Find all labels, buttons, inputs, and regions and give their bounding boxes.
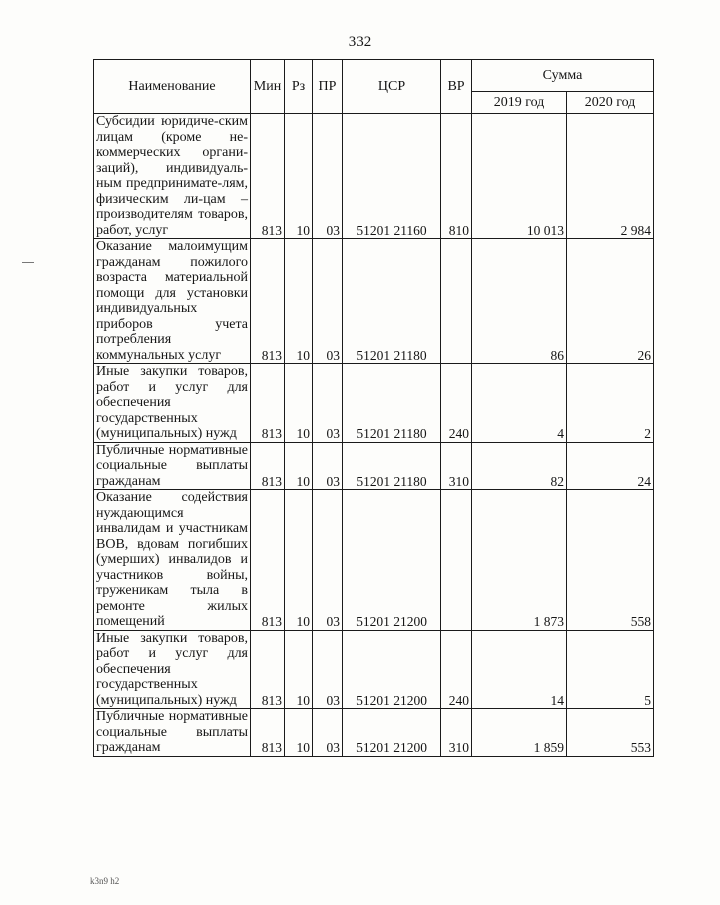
table-row (94, 490, 654, 631)
row-rz: 10 (285, 630, 313, 709)
row-csr: 51201 21180 (343, 442, 441, 490)
table-header (94, 60, 654, 114)
row-rz: 10 (285, 239, 313, 364)
row-pr: 03 (313, 114, 343, 239)
row-vr: 240 (441, 364, 472, 443)
row-sum-2019: 4 (472, 364, 567, 443)
budget-table (93, 59, 654, 757)
table-row (94, 239, 654, 364)
row-name: Оказание малоимущим гражданам пожилого возраста материальной помощи для установки индивидуальных приборов учета потребления коммунальных услуг (94, 239, 251, 364)
row-min: 813 (251, 114, 285, 239)
row-sum-2019: 1 873 (472, 490, 567, 631)
header-rz: Рз (285, 60, 313, 114)
row-min: 813 (251, 709, 285, 757)
row-min: 813 (251, 364, 285, 443)
scan-mark (22, 262, 34, 263)
table-row (94, 442, 654, 490)
header-min: Мин (251, 60, 285, 114)
row-rz: 10 (285, 364, 313, 443)
row-rz: 10 (285, 490, 313, 631)
row-sum-2019: 1 859 (472, 709, 567, 757)
row-sum-2020: 2 984 (567, 114, 654, 239)
row-vr (441, 490, 472, 631)
header-name: Наименование (94, 60, 251, 114)
row-pr: 03 (313, 709, 343, 757)
row-pr: 03 (313, 364, 343, 443)
header-sum: Сумма (472, 60, 654, 92)
row-sum-2020: 558 (567, 490, 654, 631)
row-csr: 51201 21160 (343, 114, 441, 239)
table-row (94, 364, 654, 443)
row-rz: 10 (285, 709, 313, 757)
row-csr: 51201 21200 (343, 630, 441, 709)
row-sum-2020: 24 (567, 442, 654, 490)
header-csr: ЦСР (343, 60, 441, 114)
row-csr: 51201 21180 (343, 364, 441, 443)
row-sum-2020: 2 (567, 364, 654, 443)
row-sum-2020: 553 (567, 709, 654, 757)
row-pr: 03 (313, 490, 343, 631)
row-csr: 51201 21200 (343, 709, 441, 757)
row-vr (441, 239, 472, 364)
row-sum-2020: 5 (567, 630, 654, 709)
row-min: 813 (251, 442, 285, 490)
row-rz: 10 (285, 442, 313, 490)
row-name: Публичные нормативные социальные выплаты гражданам (94, 442, 251, 490)
row-sum-2019: 86 (472, 239, 567, 364)
row-sum-2019: 14 (472, 630, 567, 709)
row-name: Иные закупки товаров, работ и услуг для обеспечения государственных (муниципальных) нужд (94, 364, 251, 443)
row-name: Публичные нормативные социальные выплаты гражданам (94, 709, 251, 757)
row-vr: 310 (441, 442, 472, 490)
row-sum-2019: 82 (472, 442, 567, 490)
row-csr: 51201 21200 (343, 490, 441, 631)
row-name: Иные закупки товаров, работ и услуг для обеспечения государственных (муниципальных) нужд (94, 630, 251, 709)
table-row (94, 630, 654, 709)
row-pr: 03 (313, 442, 343, 490)
table-row (94, 114, 654, 239)
row-min: 813 (251, 630, 285, 709)
row-name: Оказание содействия нуждающимся инвалидам и участникам ВОВ, вдовам погибших (умерших) инвалидов и участников войны, труженикам тыла в ремонте жилых помещений (94, 490, 251, 631)
header-pr: ПР (313, 60, 343, 114)
header-year-2020: 2020 год (567, 92, 654, 114)
table-body (94, 114, 654, 757)
header-vr: ВР (441, 60, 472, 114)
row-csr: 51201 21180 (343, 239, 441, 364)
row-min: 813 (251, 490, 285, 631)
row-vr: 310 (441, 709, 472, 757)
row-pr: 03 (313, 239, 343, 364)
page-number: 332 (348, 34, 372, 50)
row-min: 813 (251, 239, 285, 364)
row-vr: 240 (441, 630, 472, 709)
row-rz: 10 (285, 114, 313, 239)
row-name: Субсидии юридиче-ским лицам (кроме не-коммерческих органи-заций), индивидуаль-ным предпринимате-лям, физическим ли-цам – производителям товаров, работ, услуг (94, 114, 251, 239)
footer-code: k3n9 h2 (90, 876, 120, 886)
header-year-2019: 2019 год (472, 92, 567, 114)
row-sum-2020: 26 (567, 239, 654, 364)
row-vr: 810 (441, 114, 472, 239)
table-row (94, 709, 654, 757)
row-sum-2019: 10 013 (472, 114, 567, 239)
row-pr: 03 (313, 630, 343, 709)
